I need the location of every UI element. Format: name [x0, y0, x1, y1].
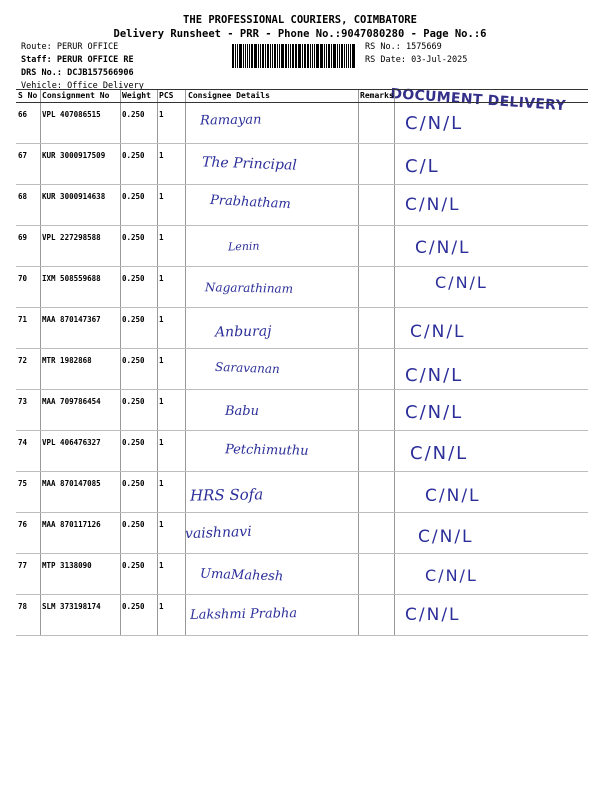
column-divider: [358, 595, 359, 635]
runsheet-table: [16, 89, 588, 636]
barcode-bar: [290, 44, 291, 68]
barcode-bar: [245, 44, 247, 68]
company-title: THE PROFESSIONAL COURIERS, COIMBATORE: [183, 14, 417, 26]
rs-date-label: RS Date:: [365, 55, 406, 65]
barcode-bar: [302, 44, 303, 68]
row-sno: 66: [18, 110, 28, 119]
column-divider: [120, 349, 121, 389]
route-value: PERUR OFFICE: [56, 42, 119, 52]
delivery-signature-mark: C/N/L: [405, 195, 461, 215]
column-divider: [394, 226, 395, 266]
column-divider: [157, 267, 158, 307]
delivery-signature-mark: C/N/L: [410, 322, 466, 342]
barcode-bar: [346, 44, 348, 68]
table-row: [16, 185, 588, 226]
column-divider: [358, 90, 359, 102]
row-sno: 73: [18, 397, 28, 406]
column-divider: [157, 554, 158, 594]
column-divider: [394, 349, 395, 389]
column-header-consignee: Consignee Details: [188, 91, 270, 100]
row-pcs: 1: [159, 151, 164, 160]
rs-no-value: 1575669: [405, 42, 442, 52]
delivery-signature-mark: C/N/L: [415, 238, 471, 258]
table-row: [16, 267, 588, 308]
column-divider: [157, 103, 158, 143]
barcode-bar: [251, 44, 253, 68]
consignee-handwritten-name: Lenin: [227, 239, 260, 254]
column-divider: [40, 185, 41, 225]
barcode-bar: [339, 44, 340, 68]
row-sno: 74: [18, 438, 28, 447]
barcode-bar: [279, 44, 280, 68]
barcode-bar: [232, 44, 234, 68]
delivery-signature-mark: C/N/L: [405, 365, 464, 386]
consignee-handwritten-name: Prabhatham: [209, 192, 292, 213]
row-pcs: 1: [159, 602, 164, 611]
barcode-bar: [321, 44, 323, 68]
barcode-bar: [337, 44, 338, 68]
column-divider: [358, 472, 359, 512]
consignee-handwritten-name: Babu: [225, 404, 259, 419]
column-divider: [120, 431, 121, 471]
barcode-bar: [235, 44, 236, 68]
barcode-bar: [333, 44, 336, 68]
column-divider: [157, 185, 158, 225]
column-divider: [120, 144, 121, 184]
column-divider: [157, 431, 158, 471]
column-divider: [40, 308, 41, 348]
row-weight: 0.250: [122, 520, 145, 529]
column-divider: [185, 472, 186, 512]
barcode-bar: [292, 44, 294, 68]
row-weight: 0.250: [122, 151, 145, 160]
column-divider: [394, 513, 395, 553]
row-weight: 0.250: [122, 602, 145, 611]
table-row: [16, 513, 588, 554]
table-row: [16, 472, 588, 513]
table-row: [16, 431, 588, 472]
column-divider: [40, 513, 41, 553]
column-divider: [120, 513, 121, 553]
row-consignment-no: KUR 3000914638: [42, 192, 106, 201]
column-divider: [40, 226, 41, 266]
delivery-signature-mark: C/N/L: [405, 402, 464, 423]
barcode-bar: [285, 44, 287, 68]
column-divider: [40, 267, 41, 307]
column-divider: [394, 90, 395, 102]
row-weight: 0.250: [122, 192, 145, 201]
column-divider: [185, 349, 186, 389]
barcode-bar: [304, 44, 306, 68]
row-pcs: 1: [159, 397, 164, 406]
column-divider: [185, 267, 186, 307]
column-divider: [358, 144, 359, 184]
row-sno: 67: [18, 151, 28, 160]
row-sno: 68: [18, 192, 28, 201]
barcode-bar: [274, 44, 276, 68]
drs-line: [21, 67, 144, 80]
barcode-bar: [344, 44, 345, 68]
delivery-signature-mark: C/N/L: [425, 486, 481, 506]
column-divider: [157, 90, 158, 102]
delivery-signature-mark: C/N/L: [405, 113, 464, 134]
column-divider: [358, 390, 359, 430]
row-weight: 0.250: [122, 479, 145, 488]
column-divider: [120, 90, 121, 102]
column-divider: [185, 103, 186, 143]
rs-no-line: [365, 41, 467, 54]
table-header-row: [16, 89, 588, 103]
column-divider: [157, 308, 158, 348]
column-divider: [40, 103, 41, 143]
barcode-bar: [267, 44, 270, 68]
row-sno: 75: [18, 479, 28, 488]
row-consignment-no: VPL 407086515: [42, 110, 101, 119]
column-divider: [358, 431, 359, 471]
table-row: [16, 595, 588, 636]
row-consignment-no: MTR 1982868: [42, 356, 92, 365]
consignee-handwritten-name: The Principal: [201, 154, 298, 174]
table-row: [16, 390, 588, 431]
row-consignment-no: MAA 709786454: [42, 397, 101, 406]
vehicle-label: Vehicle:: [21, 81, 62, 91]
vehicle-value: Office Delivery: [67, 81, 144, 91]
barcode-bar: [288, 44, 289, 68]
barcode-bar: [316, 44, 319, 68]
row-weight: 0.250: [122, 356, 145, 365]
barcode-bar: [265, 44, 266, 68]
consignee-handwritten-name: Petchimuthu: [224, 442, 309, 459]
table-row: [16, 554, 588, 595]
row-consignment-no: SLM 373198174: [42, 602, 101, 611]
barcode-bar: [247, 44, 248, 68]
column-divider: [358, 226, 359, 266]
row-pcs: 1: [159, 438, 164, 447]
table-row: [16, 226, 588, 267]
table-row: [16, 144, 588, 185]
row-consignment-no: VPL 406476327: [42, 438, 101, 447]
column-header-sno: S No: [18, 91, 38, 100]
column-divider: [157, 226, 158, 266]
barcode-bar: [298, 44, 301, 68]
barcode-bar: [320, 44, 321, 68]
column-divider: [358, 513, 359, 553]
column-divider: [394, 431, 395, 471]
row-pcs: 1: [159, 274, 164, 283]
barcode-bar: [254, 44, 257, 68]
row-pcs: 1: [159, 192, 164, 201]
row-sno: 77: [18, 561, 28, 570]
rs-date-value: 03-Jul-2025: [411, 55, 468, 65]
barcode-bar: [249, 44, 250, 68]
column-divider: [40, 472, 41, 512]
row-sno: 70: [18, 274, 28, 283]
row-sno: 71: [18, 315, 28, 324]
barcode-bar: [314, 44, 315, 68]
staff-line: [21, 54, 144, 67]
row-weight: 0.250: [122, 233, 145, 242]
rs-date-line: [365, 54, 467, 67]
delivery-signature-mark: C/N/L: [410, 443, 469, 464]
column-divider: [120, 595, 121, 635]
column-divider: [120, 226, 121, 266]
staff-label: Staff:: [21, 55, 52, 65]
runsheet-meta-right: [365, 41, 467, 67]
barcode-bar: [258, 44, 259, 68]
column-divider: [185, 390, 186, 430]
row-consignment-no: MTP 3138090: [42, 561, 92, 570]
row-weight: 0.250: [122, 315, 145, 324]
column-divider: [120, 103, 121, 143]
column-divider: [40, 595, 41, 635]
runsheet-meta-left: [21, 41, 144, 93]
rs-no-label: RS No.:: [365, 42, 401, 52]
row-sno: 76: [18, 520, 28, 529]
delivery-signature-mark: C/L: [405, 156, 440, 177]
barcode-bar: [295, 44, 296, 68]
column-divider: [40, 349, 41, 389]
column-divider: [394, 595, 395, 635]
column-divider: [185, 226, 186, 266]
row-pcs: 1: [159, 520, 164, 529]
barcode-bar: [328, 44, 330, 68]
runsheet-subtitle: Delivery Runsheet - PRR - Phone No.:9047080280 - Page No.:6: [113, 28, 487, 40]
barcode-bar: [348, 44, 349, 68]
column-divider: [185, 308, 186, 348]
barcode-bar: [262, 44, 264, 68]
barcode-bar: [296, 44, 297, 68]
column-divider: [40, 90, 41, 102]
column-divider: [157, 390, 158, 430]
table-row: [16, 308, 588, 349]
column-header-weight: Weight: [122, 91, 151, 100]
delivery-signature-mark: C/N/L: [435, 273, 488, 292]
barcode-bar: [281, 44, 284, 68]
delivery-signature-mark: C/N/L: [425, 566, 478, 585]
column-divider: [120, 554, 121, 594]
column-divider: [157, 595, 158, 635]
route-line: [21, 41, 144, 54]
barcode: [232, 44, 356, 68]
column-divider: [394, 554, 395, 594]
row-weight: 0.250: [122, 397, 145, 406]
column-divider: [120, 472, 121, 512]
column-divider: [120, 390, 121, 430]
column-header-consignment: Consignment No: [42, 91, 110, 100]
column-divider: [358, 349, 359, 389]
column-divider: [157, 349, 158, 389]
barcode-bar: [243, 44, 244, 68]
column-divider: [157, 472, 158, 512]
column-divider: [358, 267, 359, 307]
row-consignment-no: IXM 508559688: [42, 274, 101, 283]
column-header-remarks: Remarks: [360, 91, 394, 100]
barcode-bar: [237, 44, 238, 68]
barcode-bar: [352, 44, 355, 68]
column-divider: [394, 472, 395, 512]
column-divider: [157, 513, 158, 553]
barcode-bar: [331, 44, 332, 68]
drs-label: DRS No.:: [21, 68, 62, 78]
column-divider: [185, 431, 186, 471]
row-consignment-no: MAA 870117126: [42, 520, 101, 529]
column-divider: [358, 185, 359, 225]
staff-value: PERUR OFFICE RE: [56, 55, 134, 65]
table-row: [16, 103, 588, 144]
column-divider: [40, 144, 41, 184]
column-divider: [120, 185, 121, 225]
column-divider: [157, 144, 158, 184]
row-sno: 72: [18, 356, 28, 365]
barcode-bar: [307, 44, 309, 68]
delivery-signature-mark: C/N/L: [418, 527, 474, 547]
column-divider: [185, 144, 186, 184]
barcode-bar: [277, 44, 278, 68]
table-row: [16, 349, 588, 390]
consignee-handwritten-name: Ramayan: [199, 112, 262, 129]
row-weight: 0.250: [122, 438, 145, 447]
column-divider: [185, 185, 186, 225]
table-body: [16, 103, 588, 636]
row-weight: 0.250: [122, 110, 145, 119]
consignee-handwritten-name: Nagarathinam: [204, 280, 294, 296]
column-divider: [40, 554, 41, 594]
route-label: Route:: [21, 42, 52, 52]
column-divider: [40, 390, 41, 430]
row-pcs: 1: [159, 479, 164, 488]
consignee-handwritten-name: Anburaj: [214, 323, 272, 341]
column-divider: [185, 554, 186, 594]
drs-value: DCJB157566906: [67, 68, 134, 78]
column-divider: [185, 595, 186, 635]
column-divider: [120, 267, 121, 307]
row-consignment-no: MAA 870147367: [42, 315, 101, 324]
row-pcs: 1: [159, 561, 164, 570]
column-divider: [358, 308, 359, 348]
row-weight: 0.250: [122, 274, 145, 283]
row-sno: 69: [18, 233, 28, 242]
consignee-handwritten-name: UmaMahesh: [199, 566, 284, 585]
column-divider: [394, 103, 395, 143]
row-weight: 0.250: [122, 561, 145, 570]
barcode-bar: [272, 44, 273, 68]
column-divider: [394, 390, 395, 430]
barcode-bar: [341, 44, 343, 68]
column-divider: [358, 103, 359, 143]
barcode-bar: [239, 44, 242, 68]
column-divider: [394, 185, 395, 225]
row-pcs: 1: [159, 233, 164, 242]
column-divider: [185, 90, 186, 102]
consignee-handwritten-name: vaishnavi: [184, 523, 252, 543]
row-consignment-no: VPL 227298588: [42, 233, 101, 242]
barcode-bar: [312, 44, 313, 68]
row-pcs: 1: [159, 110, 164, 119]
barcode-bar: [310, 44, 311, 68]
row-pcs: 1: [159, 356, 164, 365]
barcode-bar: [326, 44, 327, 68]
column-divider: [394, 144, 395, 184]
row-pcs: 1: [159, 315, 164, 324]
consignee-handwritten-name: HRS Sofa: [189, 485, 264, 505]
barcode-bar: [270, 44, 271, 68]
row-consignment-no: MAA 870147085: [42, 479, 101, 488]
column-divider: [394, 267, 395, 307]
column-divider: [394, 308, 395, 348]
column-divider: [40, 431, 41, 471]
row-consignment-no: KUR 3000917509: [42, 151, 106, 160]
delivery-signature-mark: C/N/L: [405, 605, 461, 625]
column-header-pcs: PCS: [159, 91, 174, 100]
barcode-bar: [260, 44, 261, 68]
column-divider: [120, 308, 121, 348]
consignee-handwritten-name: Lakshmi Prabha: [189, 606, 298, 623]
consignee-handwritten-name: Saravanan: [214, 359, 281, 377]
barcode-bar: [350, 44, 351, 68]
row-sno: 78: [18, 602, 28, 611]
column-divider: [358, 554, 359, 594]
barcode-bar: [324, 44, 325, 68]
document-delivery-stamp: DOCUMENT DELIVERY: [389, 86, 567, 115]
